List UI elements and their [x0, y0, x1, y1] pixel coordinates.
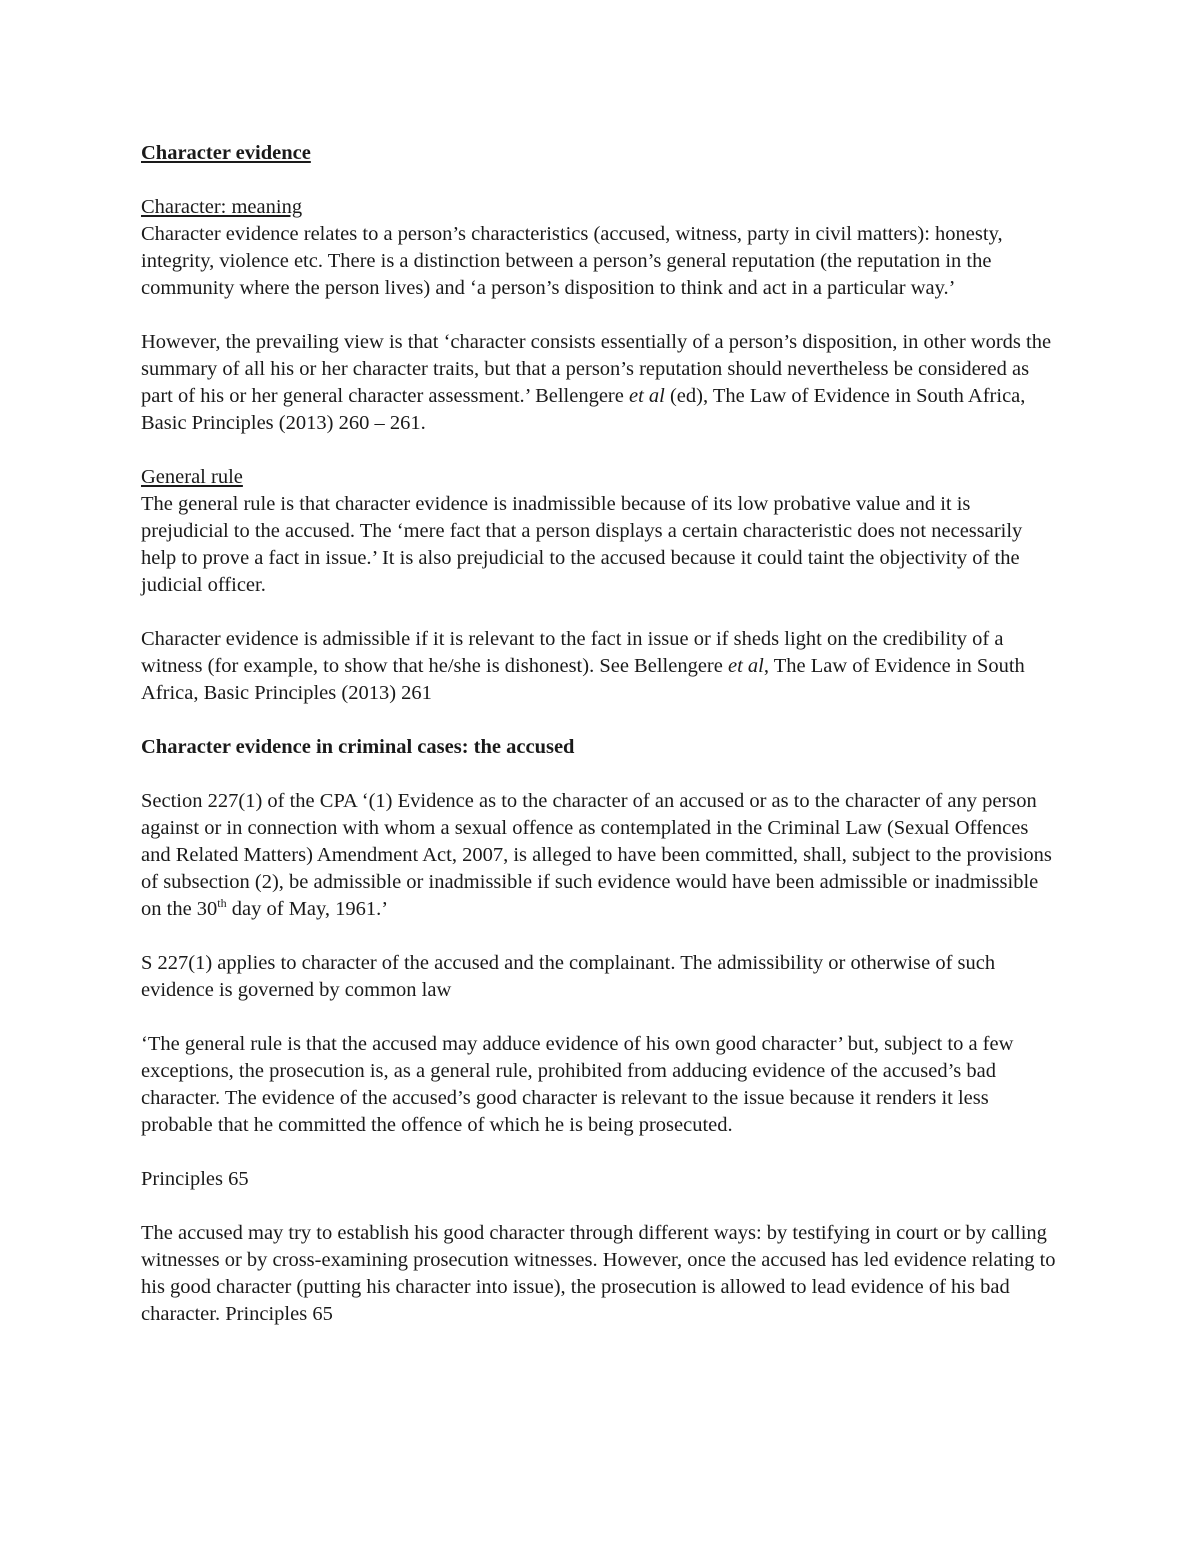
admissible-et-al: et al: [727, 655, 764, 677]
prevailing-text-end: (ed), The Law of Evidence in South Africa, Basic Principles (2013) 260 – 261.: [141, 385, 1026, 434]
document-page: [141, 140, 1061, 1355]
paragraph-s227-applies: S 227(1) applies to character of the accused and the complainant. The admissibility or otherwise of such evidence is governed by common law: [141, 952, 996, 1001]
paragraph-principles-reference: Principles 65: [141, 1168, 249, 1190]
section-text-start: Section 227(1) of the CPA ‘(1) Evidence as to the character of an accused or as to the character of any person against or in connection with whom a sexual offence as contemplated in the Criminal Law (Sexual Offences and Related Matters) Amendment Act, 2007, is alleged to have been committed, shall, subject to the provisions of subsection (2), be admissible or inadmissible if such evidence would have been admissible or inadmissible on the 30: [141, 790, 1052, 920]
paragraph-good-character: ‘The general rule is that the accused may adduce evidence of his own good character’ but, subject to a few exceptions, the prosecution is, as a general rule, prohibited from adducing evidence of the accused’s bad character. The evidence of the accused’s good character is relevant to the issue because it renders it less probable that he committed the offence of which he is being prosecuted.: [141, 1033, 1014, 1136]
prevailing-et-al: et al: [628, 385, 665, 407]
paragraph-section-227: [141, 788, 1061, 923]
section-superscript: th: [217, 896, 227, 911]
admissible-text-start: Character evidence is admissible if it is relevant to the fact in issue or if sheds light on the credibility of a witness (for example, to show that he/she is dishonest). See Bellengere: [141, 628, 1004, 677]
paragraph-admissible: [141, 626, 1061, 707]
paragraph-establish-character: The accused may try to establish his good character through different ways: by testifying in court or by calling witnesses or by cross-examining prosecution witnesses. However, once the accused has led evidence relating to his good character (putting his character into issue), the prosecution is allowed to lead evidence of his bad character. Principles 65: [141, 1222, 1056, 1325]
paragraph-meaning: Character evidence relates to a person’s characteristics (accused, witness, party in civil matters): honesty, integrity, violence etc. There is a distinction between a person’s general reputation (the reputation in the community where the person lives) and ‘a person’s disposition to think and act in a particular way.’: [141, 223, 1003, 299]
section-text-end: day of May, 1961.’: [226, 898, 389, 920]
meaning-heading: Character: meaning: [141, 196, 303, 218]
paragraph-prevailing-view: [141, 329, 1061, 437]
general-rule-heading: General rule: [141, 466, 243, 488]
criminal-cases-heading: Character evidence in criminal cases: the accused: [141, 736, 575, 758]
prevailing-text-start: However, the prevailing view is that ‘character consists essentially of a person’s disposition, in other words the summary of all his or her character traits, but that a person’s reputation should nevertheless be considered as part of his or her general character assessment.’ Bellengere: [141, 331, 1052, 407]
paragraph-general-rule: The general rule is that character evidence is inadmissible because of its low probative value and it is prejudicial to the accused. The ‘mere fact that a person displays a certain characteristic does not necessarily help to prove a fact in issue.’ It is also prejudicial to the accused because it could taint the objectivity of the judicial officer.: [141, 493, 1023, 596]
document-title: Character evidence: [141, 142, 311, 164]
admissible-text-end: , The Law of Evidence in South Africa, Basic Principles (2013) 261: [141, 655, 1025, 704]
